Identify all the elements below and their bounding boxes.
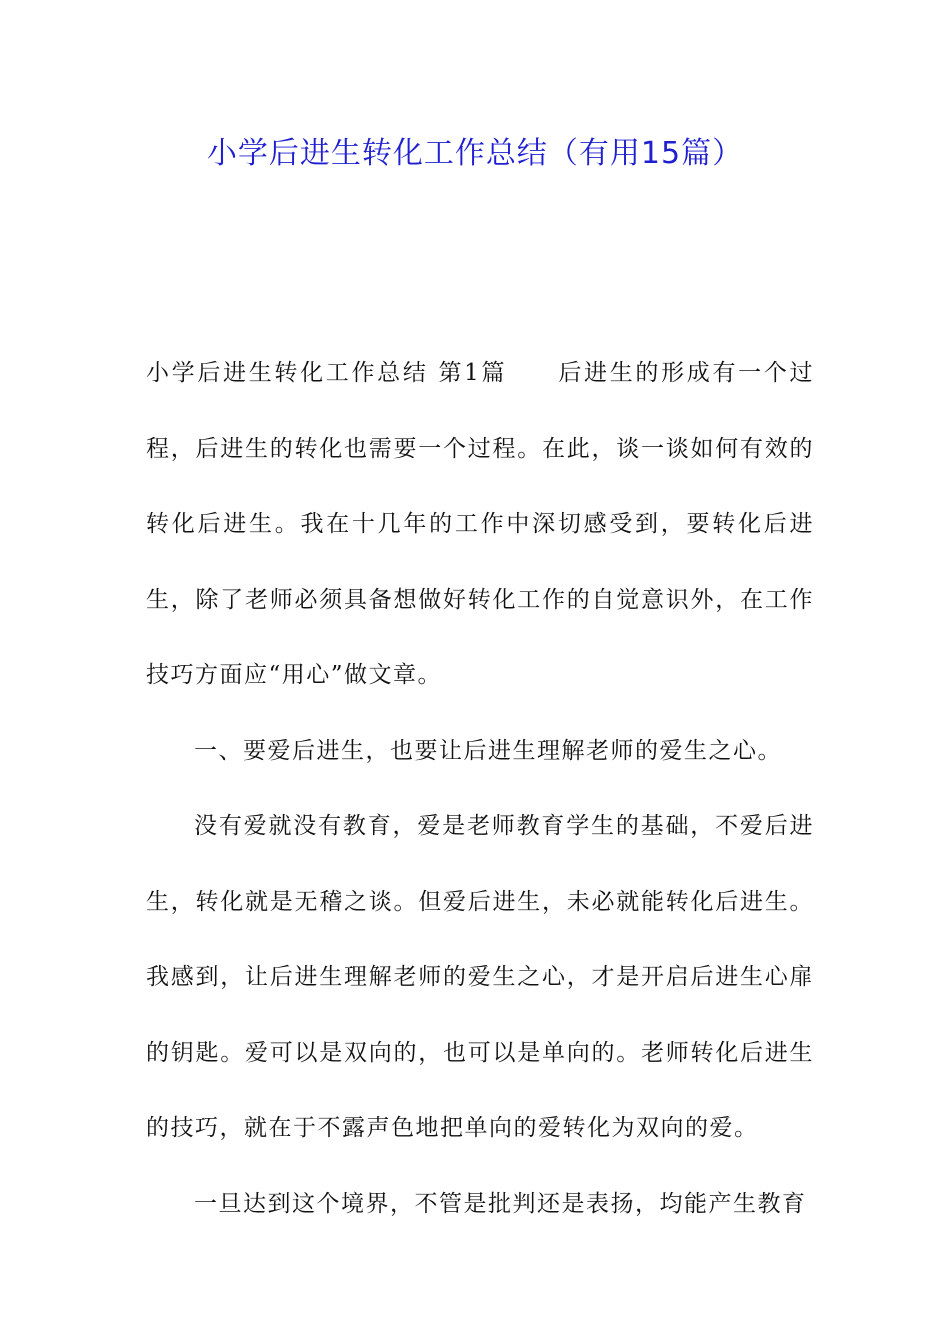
document-title: 小学后进生转化工作总结（有用15篇） xyxy=(206,136,744,171)
paragraph-4: 一旦达到这个境界，不管是批判还是表扬，均能产生教育 xyxy=(194,1190,807,1217)
paragraph-3: 没有爱就没有教育，爱是老师教育学生的基础，不爱后进生，转化就是无稽之谈。但爱后进生，未必就能转化后进生。我感到，让后进生理解老师的爱生之心，才是开启后进生心扉的钥匙。爱可以是双向的，也可以是单向的。老师转化后进生的技巧，就在于不露声色地把单向的爱转化为双向的爱。 xyxy=(146,813,814,1141)
paragraph-intro xyxy=(146,336,814,714)
paragraph-2: 一、要爱后进生，也要让后进生理解老师的爱生之心。 xyxy=(194,737,782,764)
paragraph-1: 后进生的形成有一个过程，后进生的转化也需要一个过程。在此，谈一谈如何有效的转化后进生。我在十几年的工作中深切感受到，要转化后进生，除了老师必须具备想做好转化工作的自觉意识外，在工作技巧方面应“用心”做文章。 xyxy=(146,360,815,688)
section-label: 小学后进生转化工作总结 第1篇 xyxy=(146,360,508,386)
document-body xyxy=(146,336,814,1242)
